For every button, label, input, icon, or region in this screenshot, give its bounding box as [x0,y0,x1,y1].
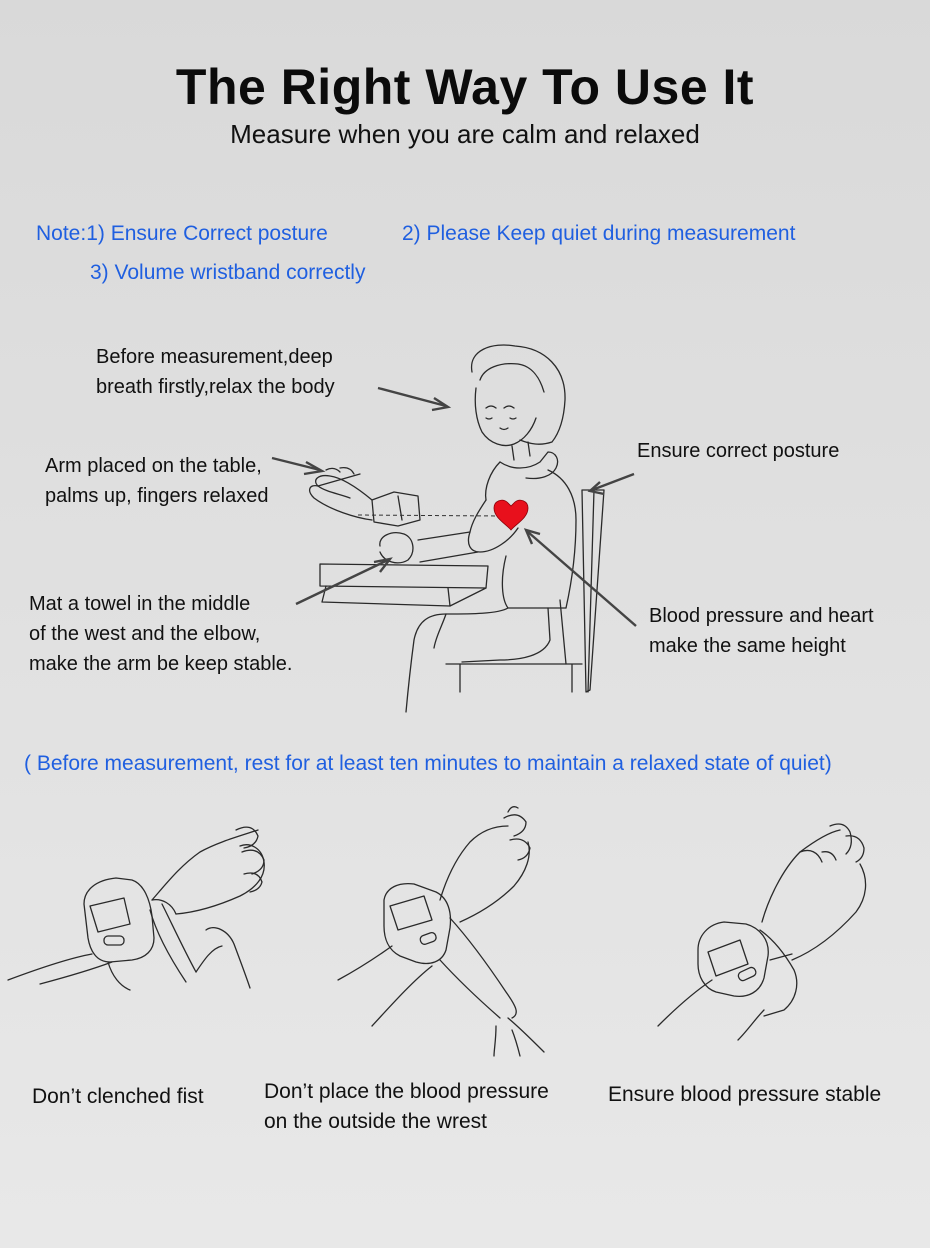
label-breath-line-2: breath firstly,relax the body [96,376,335,398]
rest-note: ( Before measurement, rest for at least ten minutes to maintain a relaxed state of quiet) [24,752,832,775]
label-towel [29,589,292,679]
seated-woman-drawing [310,345,604,712]
label-height-line-1: Blood pressure and heart [649,605,874,627]
label-towel-line-3: make the arm be keep stable. [29,653,293,675]
label-height-line-2: make the same height [649,635,846,657]
arrow-breath [378,388,448,410]
panel-2-caption-line-1: Don’t place the blood pressure [264,1080,549,1103]
arrow-posture [590,474,634,494]
panel-2-caption [264,1077,549,1137]
label-posture [637,436,839,466]
panel-3-caption-line-1: Ensure blood pressure stable [608,1083,882,1106]
label-posture-line-1: Ensure correct posture [637,440,840,462]
arrow-towel [296,559,390,604]
note-3: 3) Volume wristband correctly [90,261,366,284]
panel-2-caption-line-2: on the outside the wrest [264,1110,487,1133]
label-towel-line-1: Mat a towel in the middle [29,593,251,615]
height-guide-line [358,515,500,516]
panel-3-caption [608,1080,881,1110]
panel-3-drawing [658,824,866,1040]
label-arm-line-1: Arm placed on the table, [45,455,262,477]
page-subtitle: Measure when you are calm and relaxed [230,119,700,149]
panel-1-drawing [8,827,264,990]
label-arm [45,451,268,511]
page-title: The Right Way To Use It [175,59,755,115]
note-2: 2) Please Keep quiet during measurement [402,222,796,245]
panel-1-caption-line-1: Don’t clenched fist [32,1085,204,1108]
arrow-arm [272,458,322,474]
heart-icon [494,500,528,530]
panel-1-caption [32,1082,204,1112]
label-height [649,601,874,661]
label-breath-line-1: Before measurement,deep [96,346,333,368]
label-towel-line-2: of the west and the elbow, [29,623,261,645]
arrow-height [526,530,636,626]
label-breath [96,342,335,402]
panel-2-drawing [338,807,544,1056]
label-arm-line-2: palms up, fingers relaxed [45,485,269,507]
note-1: Note:1) Ensure Correct posture [36,222,328,245]
